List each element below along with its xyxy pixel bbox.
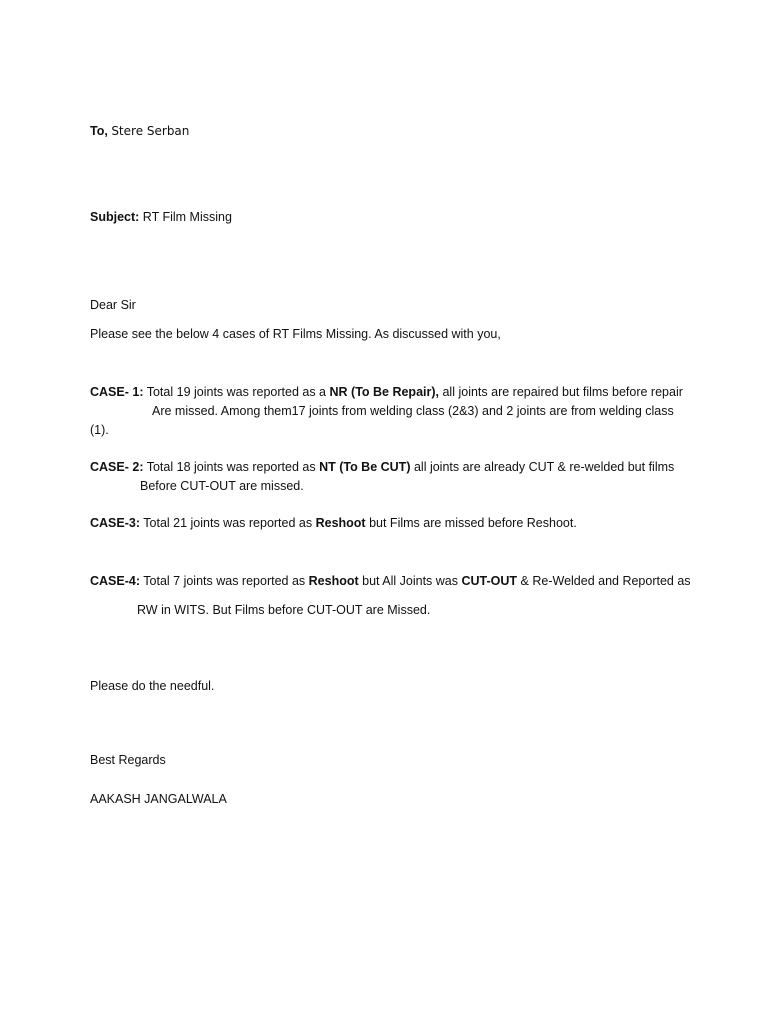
case4-bold1: Reshoot (308, 574, 359, 588)
case1-text1: Total 19 joints was reported as a (146, 385, 327, 399)
case4-text3: & Re-Welded and Reported as (520, 574, 691, 588)
intro-paragraph: Please see the below 4 cases of RT Films Missing. As discussed with you, (90, 327, 501, 341)
to-label: To, (90, 124, 108, 138)
case4-text2: but All Joints was (362, 574, 459, 588)
case4-bold2: CUT-OUT (461, 574, 518, 588)
closing-line: Please do the needful. (90, 679, 215, 693)
case2-line1 (90, 458, 674, 477)
subject-label: Subject: (90, 210, 140, 224)
case2-text2: all joints are already CUT & re-welded but films (413, 460, 675, 474)
case1-bold1: NR (To Be Repair), (329, 385, 439, 399)
case3-text2: but Films are missed before Reshoot. (369, 516, 577, 530)
case3-bold1: Reshoot (315, 516, 366, 530)
recipient-name: Stere Serban (111, 124, 190, 138)
case1-label: CASE- 1: (90, 385, 144, 399)
subject-line (90, 208, 232, 227)
case2-text1: Total 18 joints was reported as (146, 460, 316, 474)
case2-bold1: NT (To Be CUT) (319, 460, 411, 474)
case2-label: CASE- 2: (90, 460, 144, 474)
case3-text1: Total 21 joints was reported as (143, 516, 313, 530)
case4-line2: RW in WITS. But Films before CUT-OUT are Missed. (137, 603, 431, 617)
case4-line1 (90, 572, 691, 591)
subject-text: RT Film Missing (142, 210, 232, 224)
case3-label: CASE-3: (90, 516, 141, 530)
regards-line: Best Regards (90, 753, 166, 767)
case4-text1: Total 7 joints was reported as (143, 574, 306, 588)
case1-line3: (1). (90, 423, 109, 437)
to-line (90, 122, 189, 141)
case4-label: CASE-4: (90, 574, 141, 588)
case3-line1 (90, 514, 577, 533)
salutation: Dear Sir (90, 298, 136, 312)
case1-text2: all joints are repaired but films before repair (442, 385, 683, 399)
case1-line2: Are missed. Among them17 joints from welding class (2&3) and 2 joints are from welding class (152, 404, 674, 418)
signature-name: AAKASH JANGALWALA (90, 792, 227, 806)
case1-line1 (90, 383, 683, 402)
case2-line2: Before CUT-OUT are missed. (140, 479, 304, 493)
